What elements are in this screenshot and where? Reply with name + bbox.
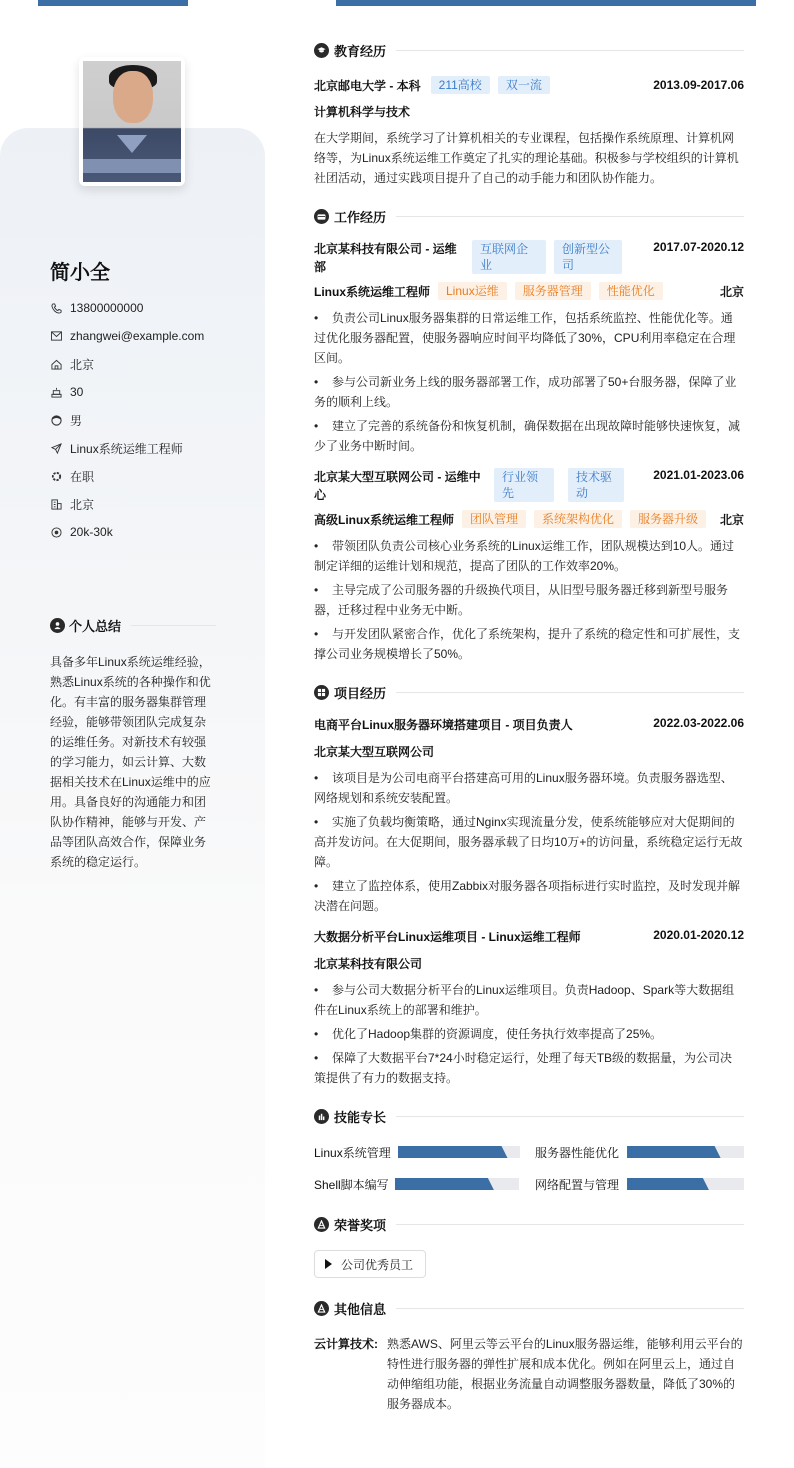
project-name: 大数据分析平台Linux运维项目 - Linux运维工程师: [314, 930, 581, 944]
job-title: Linux系统运维工程师: [314, 284, 430, 299]
work-role-row: [314, 510, 744, 528]
company-name: 北京某大型互联网公司 - 运维中心: [314, 470, 481, 502]
project-company: 北京某科技有限公司: [314, 957, 423, 971]
major: 计算机科学与技术: [314, 105, 411, 119]
skill-tag: 服务器升级: [630, 510, 706, 528]
grid-icon: [314, 685, 329, 700]
project-bullet: • 建立了监控体系，使用Zabbix对服务器各项指标进行实时监控，及时发现并解决潜在问题。: [314, 879, 741, 913]
project-bullet: • 实施了负载均衡策略，通过Nginx实现流量分发，使系统能够应对大促期间的高并发访问。在大促期间，服务器承载了日均10万+的访问量，系统稳定运行无故障。: [314, 815, 743, 869]
work-bullet: • 主导完成了公司服务器的升级换代项目，从旧型号服务器迁移到新型号服务器，迁移过程中业务无中断。: [314, 583, 729, 617]
skills-heading: 技能专长: [314, 1104, 744, 1128]
gender-icon: [50, 414, 62, 426]
job-title: 高级Linux系统运维工程师: [314, 512, 454, 527]
summary-text: 具备多年Linux系统运维经验，熟悉Linux系统的各种操作和优化。有丰富的服务器集群管理经验，能够带领团队完成复杂的运维任务。对新技术有较强的学习能力，如云计算、大数据相关技术在Linux运维中的应用。具备良好的沟通能力和团队协作精神，能够与开发、产品等团队高效合作，保障业务系统的稳定运行。: [50, 655, 211, 869]
skill-tag: 系统架构优化: [534, 510, 622, 528]
info-city: 北京: [50, 350, 204, 378]
awards-heading: 荣誉奖项: [314, 1212, 744, 1236]
skill-tag: 团队管理: [462, 510, 526, 528]
info-work-city: 北京: [50, 490, 204, 518]
project-date: 2020.01-2020.12: [653, 928, 744, 942]
home-icon: [50, 358, 62, 370]
user-circle-icon: [50, 618, 65, 633]
summary-heading: 个人总结: [50, 616, 216, 635]
bar-chart-icon: [314, 1109, 329, 1124]
work-bullet: • 建立了完善的系统备份和恢复机制，确保数据在出现故障时能够快速恢复，减少了业务中断时间。: [314, 419, 741, 453]
projects-heading: 项目经历: [314, 680, 744, 704]
work-entry-header: [314, 240, 744, 276]
skill-item: Shell脚本编写: [314, 1174, 535, 1194]
top-accent-bar-left: [38, 0, 188, 6]
skill-bar: [395, 1178, 519, 1190]
school-tag: 211高校: [431, 76, 490, 94]
other-text: 熟悉AWS、阿里云等云平台的Linux服务器运维，能够利用云平台的特性进行服务器的弹性扩展和成本优化。例如在阿里云上，通过自动伸缩组功能，根据业务流量自动调整服务器数量，降低了30%的服务器成本。: [387, 1337, 743, 1411]
info-phone: 13800000000: [50, 294, 204, 322]
avatar: [79, 57, 185, 186]
candidate-name: 简小全: [50, 262, 110, 284]
project-company: 北京某大型互联网公司: [314, 745, 435, 759]
divider: [396, 1308, 744, 1309]
education-entry-header: [314, 76, 744, 94]
skill-bar: [627, 1146, 744, 1158]
info-age: 30: [50, 378, 204, 406]
project-date: 2022.03-2022.06: [653, 716, 744, 730]
mail-icon: [50, 330, 62, 342]
skill-bar: [398, 1146, 520, 1158]
work-date: 2017.07-2020.12: [653, 240, 744, 254]
age-icon: [50, 386, 62, 398]
work-location: 北京: [719, 284, 744, 299]
work-role-row: [314, 282, 744, 300]
project-entry: [314, 716, 744, 916]
info-gender: 男: [50, 406, 204, 434]
work-date: 2021.01-2023.06: [653, 468, 744, 482]
phone-icon: [50, 302, 62, 314]
contact-info-list: [50, 294, 204, 546]
skill-tag: 性能优化: [599, 282, 663, 300]
other-label: 云计算技术:: [314, 1337, 378, 1351]
work-entry-header: [314, 468, 744, 504]
divider: [396, 692, 744, 693]
info-status: 在职: [50, 462, 204, 490]
school-tag: 双一流: [498, 76, 550, 94]
top-accent-bar-right: [336, 0, 756, 6]
profile-photo: [83, 61, 181, 182]
info-position: Linux系统运维工程师: [50, 434, 204, 462]
divider: [396, 1224, 744, 1225]
project-name: 电商平台Linux服务器环境搭建项目 - 项目负责人: [314, 718, 573, 732]
project-bullet: • 参与公司大数据分析平台的Linux运维项目。负责Hadoop、Spark等大数据组件在Linux系统上的部署和维护。: [314, 983, 735, 1017]
work-location: 北京: [719, 512, 744, 527]
work-bullet: • 负责公司Linux服务器集群的日常运维工作，包括系统监控、性能优化等。通过优化服务器配置，使服务器响应时间平均降低了30%，CPU利用率稳定在合理区间。: [314, 311, 736, 365]
other-heading: 其他信息: [314, 1296, 744, 1320]
divider: [396, 1116, 744, 1117]
company-name: 北京某科技有限公司 - 运维部: [314, 242, 457, 274]
briefcase-icon: [314, 209, 329, 224]
skill-bar: [627, 1178, 744, 1190]
project-header: [314, 928, 744, 945]
school-name: 北京邮电大学 - 本科: [314, 78, 421, 93]
other-info-row: [314, 1334, 744, 1414]
info-icon: [314, 1301, 329, 1316]
skill-item: 服务器性能优化: [535, 1142, 744, 1162]
work-entry: [314, 468, 744, 664]
project-bullet: • 该项目是为公司电商平台搭建高可用的Linux服务器环境。负责服务器选型、网络规划和系统安装配置。: [314, 771, 733, 805]
trophy-icon: [314, 1217, 329, 1232]
award-item[interactable]: 公司优秀员工: [314, 1250, 426, 1278]
status-icon: [50, 470, 62, 482]
info-salary: 20k-30k: [50, 518, 204, 546]
divider: [396, 216, 744, 217]
work-heading: 工作经历: [314, 204, 744, 228]
company-tag: 行业领先: [494, 468, 554, 502]
skill-tag: 服务器管理: [515, 282, 591, 300]
education-heading: 教育经历: [314, 38, 744, 62]
work-bullet: • 带领团队负责公司核心业务系统的Linux运维工作，团队规模达到10人。通过制定详细的运维计划和规范，提高了团队的工作效率20%。: [314, 539, 735, 573]
building-icon: [50, 498, 62, 510]
work-entry: [314, 240, 744, 456]
project-bullet: • 优化了Hadoop集群的资源调度，使任务执行效率提高了25%。: [314, 1027, 663, 1041]
graduation-cap-icon: [314, 43, 329, 58]
project-header: [314, 716, 744, 733]
info-email: zhangwei@example.com: [50, 322, 204, 350]
send-icon: [50, 442, 62, 454]
work-bullet: • 参与公司新业务上线的服务器部署工作，成功部署了50+台服务器，保障了业务的顺利上线。: [314, 375, 737, 409]
company-tag: 互联网企业: [472, 240, 546, 274]
company-tag: 技术驱动: [568, 468, 624, 502]
work-bullet: • 与开发团队紧密合作，优化了系统架构，提升了系统的稳定性和可扩展性，支撑公司业务规模增长了50%。: [314, 627, 741, 661]
skill-item: 网络配置与管理: [535, 1174, 744, 1194]
skill-item: Linux系统管理: [314, 1142, 535, 1162]
play-triangle-icon: [325, 1259, 332, 1269]
education-description: 在大学期间，系统学习了计算机相关的专业课程，包括操作系统原理、计算机网络等，为Linux系统运维工作奠定了扎实的理论基础。积极参与学校组织的计算机社团活动，通过实践项目提升了自己的动手能力和团队协作能力。: [314, 131, 739, 185]
skill-tag: Linux运维: [438, 282, 507, 300]
divider: [396, 50, 744, 51]
education-date: 2013.09-2017.06: [653, 78, 744, 92]
divider: [131, 625, 216, 626]
skills-grid: [314, 1142, 744, 1194]
main-content: [314, 38, 744, 1414]
project-entry: [314, 928, 744, 1088]
company-tag: 创新型公司: [554, 240, 622, 274]
project-bullet: • 保障了大数据平台7*24小时稳定运行，处理了每天TB级的数据量，为公司决策提供了有力的数据支持。: [314, 1051, 733, 1085]
salary-icon: [50, 526, 62, 538]
